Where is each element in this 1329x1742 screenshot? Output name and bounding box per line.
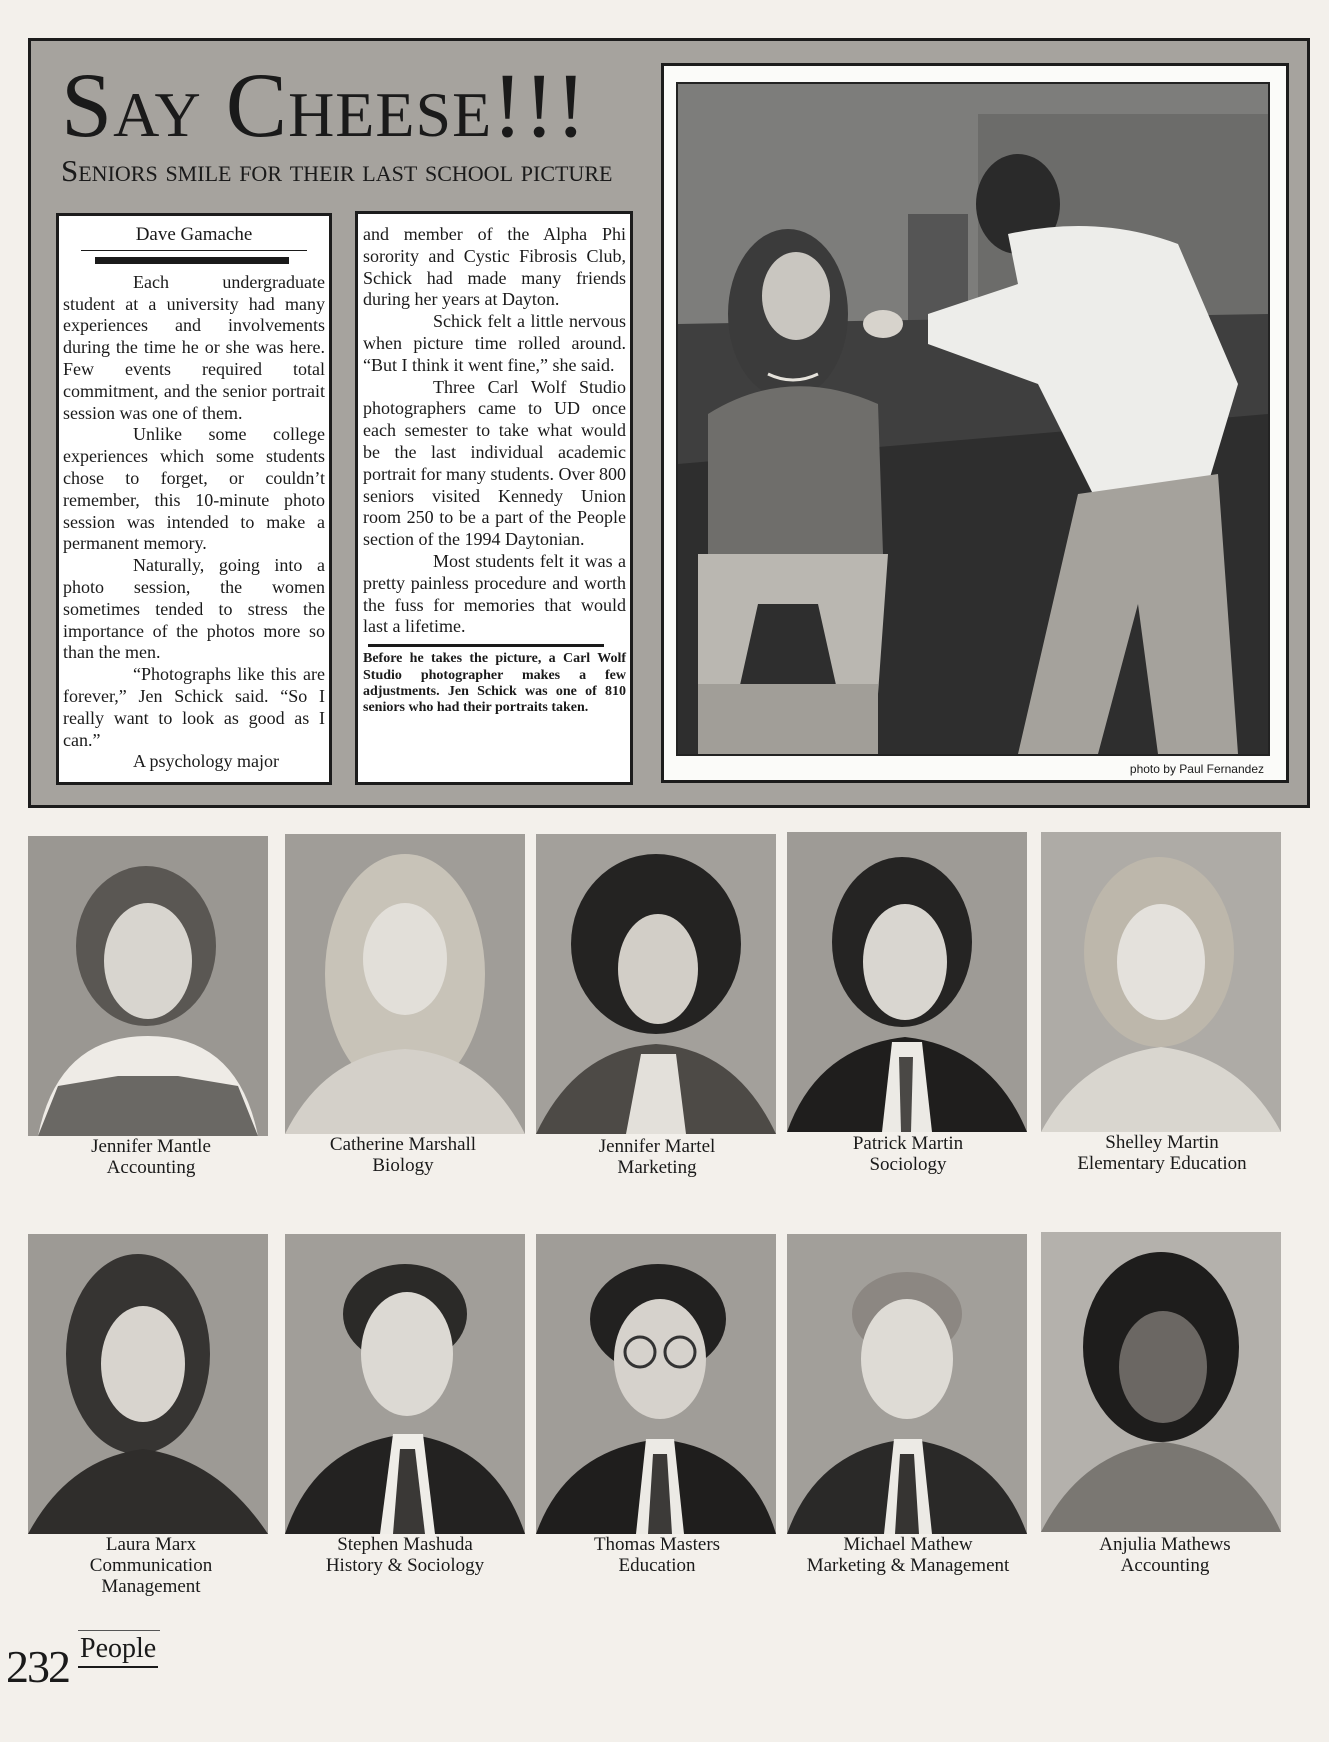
story-paragraph: Each undergraduate student at a university had many experiences and involvements during the time he or she was here. Few events required total commitment, and the senior portrait session was one of them. xyxy=(63,271,325,423)
portrait-image xyxy=(787,1234,1027,1534)
page-number: 232 xyxy=(6,1641,69,1692)
portrait-name: Jennifer Mantle xyxy=(91,1136,211,1157)
byline: Dave Gamache xyxy=(135,224,253,245)
portrait-name: Stephen Mashuda xyxy=(337,1534,473,1555)
portrait-label xyxy=(26,1534,276,1597)
photo-credit: photo by Paul Fernandez xyxy=(1129,762,1264,776)
portrait-photo xyxy=(285,1234,525,1534)
portrait-major: Education xyxy=(618,1555,696,1576)
portrait-photo xyxy=(28,836,268,1136)
feature-title: Say Cheese!!! xyxy=(61,54,588,156)
portrait-label xyxy=(532,1136,782,1178)
portrait-major: Elementary Education xyxy=(1077,1153,1247,1174)
portrait-name: Michael Mathew xyxy=(843,1534,973,1555)
portrait-photo xyxy=(536,834,776,1134)
portrait-label xyxy=(26,1136,276,1178)
portrait-photo xyxy=(787,1234,1027,1534)
story-paragraph: Unlike some college experiences which some students chose to forget, or couldn’t remember, this 10-minute photo session was intended to make a permanent memory. xyxy=(63,424,325,554)
byline-rule xyxy=(81,250,307,251)
portrait-major: Communication Management xyxy=(89,1555,213,1597)
portrait-major: Biology xyxy=(372,1155,434,1176)
portrait-image xyxy=(787,832,1027,1132)
feature-subtitle: Seniors smile for their last school picture xyxy=(61,153,613,188)
portrait-image xyxy=(1041,1232,1281,1532)
portrait-major: Marketing xyxy=(617,1157,697,1178)
portrait-label xyxy=(783,1133,1033,1175)
portrait-photo xyxy=(787,832,1027,1132)
photographer-scene-image xyxy=(678,84,1268,754)
portrait-label xyxy=(280,1534,530,1576)
portrait-label xyxy=(278,1134,528,1176)
folio-rule xyxy=(78,1630,160,1631)
portrait-photo xyxy=(285,834,525,1134)
portrait-label xyxy=(1040,1534,1290,1576)
caption-rule xyxy=(368,644,604,647)
portrait-image xyxy=(285,1234,525,1534)
portrait-major: Sociology xyxy=(869,1154,947,1175)
portrait-major: Accounting xyxy=(1120,1555,1210,1576)
portrait-name: Thomas Masters xyxy=(593,1534,721,1555)
portrait-image xyxy=(1041,832,1281,1132)
feature-photo xyxy=(676,82,1270,756)
portrait-image xyxy=(28,1234,268,1534)
portrait-photo xyxy=(536,1234,776,1534)
portrait-name: Anjulia Mathews xyxy=(1099,1534,1231,1555)
story-paragraph: Schick felt a little nervous when picture time rolled around. “But I think it went fine,” she said. xyxy=(363,311,626,375)
byline-bar xyxy=(95,257,289,264)
portrait-image xyxy=(285,834,525,1134)
section-label: People xyxy=(78,1632,158,1668)
story-paragraph: Naturally, going into a photo session, the women sometimes tended to stress the importance of the photos more so than the men. xyxy=(63,555,325,663)
story-column-2 xyxy=(355,211,633,785)
story-paragraph: Most students felt it was a pretty painless procedure and worth the fuss for memories that would last a lifetime. xyxy=(363,550,626,637)
story-paragraph: “Photographs like this are forever,” Jen Schick said. “So I really want to look as good as I can.” xyxy=(63,664,325,750)
portrait-label xyxy=(532,1534,782,1576)
portrait-photo xyxy=(28,1234,268,1534)
story-column-1 xyxy=(56,213,332,785)
portrait-name: Shelley Martin xyxy=(1105,1132,1219,1153)
portrait-image xyxy=(536,834,776,1134)
portrait-major: Accounting xyxy=(106,1157,196,1178)
portrait-photo xyxy=(1041,832,1281,1132)
portrait-name: Catherine Marshall xyxy=(329,1134,477,1155)
story-paragraph: A psychology major xyxy=(133,751,279,772)
portrait-label xyxy=(1037,1132,1287,1174)
portrait-image xyxy=(536,1234,776,1534)
portrait-major: History & Sociology xyxy=(325,1555,485,1576)
portrait-major: Marketing & Management xyxy=(806,1555,1010,1576)
portrait-name: Jennifer Martel xyxy=(598,1136,716,1157)
feature-panel xyxy=(28,38,1310,808)
portrait-label xyxy=(783,1534,1033,1576)
portrait-photo xyxy=(1041,1232,1281,1532)
portrait-name: Laura Marx xyxy=(105,1534,197,1555)
feature-photo-frame xyxy=(661,63,1289,783)
portrait-name: Patrick Martin xyxy=(852,1133,964,1154)
story-paragraph: Three Carl Wolf Studio photographers came to UD once each semester to take what would be the last individual academic portrait for many students. Over 800 seniors visited Kennedy Union room 250 to be a part of the People section of the 1994 Daytonian. xyxy=(363,376,626,550)
portrait-image xyxy=(28,836,268,1136)
story-paragraph: and member of the Alpha Phi sorority and Cystic Fibrosis Club, Schick had made many friends during her years at Dayton. xyxy=(363,224,626,310)
photo-caption: Before he takes the picture, a Carl Wolf Studio photographer makes a few adjustments. Jen Schick was one of 810 seniors who had their portraits taken. xyxy=(363,651,626,716)
